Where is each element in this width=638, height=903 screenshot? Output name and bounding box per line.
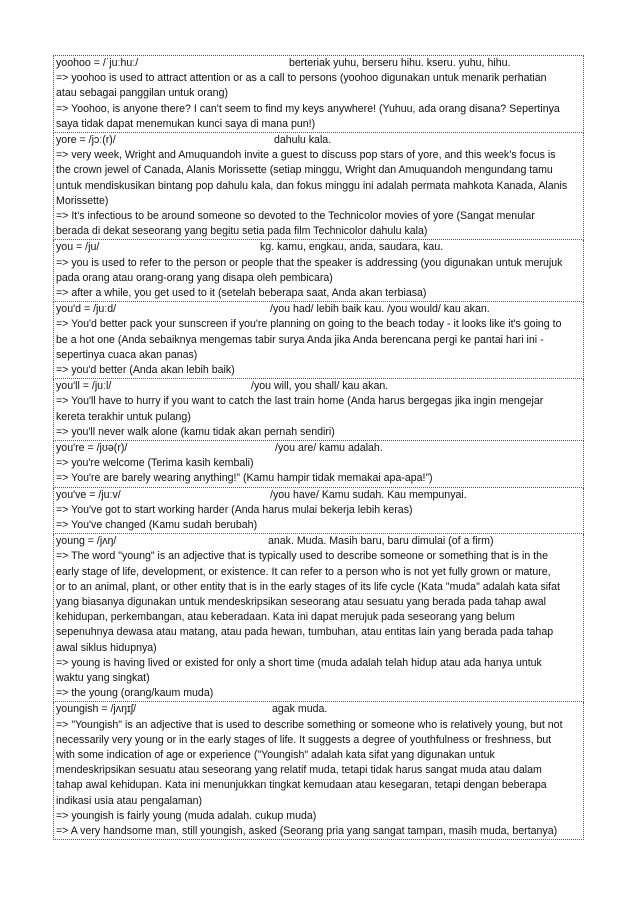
entry-meaning: /you had/ lebih baik kau. /you would/ kau akan.	[270, 303, 490, 316]
entry-line: saya tidak dapat menemukan kunci saya di mana pun!)	[56, 117, 316, 130]
entry-header	[56, 488, 581, 503]
entry-line: => you're welcome (Terima kasih kembali)	[56, 457, 254, 470]
entry-line: waktu yang singkat)	[56, 672, 150, 684]
entry-line: kehidupan, perkembangan, atau keberadaan. Kata ini dapat merujuk pada seseorang yang belum	[56, 611, 515, 624]
entry-line: or to an animal, plant, or other entity that is in the early stages of its life cycle (Kata "muda" adalah kata sifat	[56, 580, 560, 593]
entry-yoohoo	[53, 55, 584, 133]
entry-line: => very week, Wright and Amuquandoh invite a guest to discuss pop stars of yore, and this week’s focus is	[56, 149, 556, 162]
entry-meaning: dahulu kala.	[274, 134, 332, 146]
entry-term: young = /jʌŋ/	[56, 535, 117, 548]
entry-line: => It's infectious to be around someone so devoted to the Technicolor movies of yore (Sangat menular	[56, 210, 535, 222]
entry-line: mendeskripsikan sesuatu atau seseorang yang relatif muda, tetapi tidak harus sangat muda atau dalam	[56, 764, 542, 777]
entry-meaning: agak muda.	[272, 703, 328, 716]
entry-term: yoohoo = /ˈjuːhuː/	[56, 57, 139, 69]
entry-meaning: berteriak yuhu, berseru hihu. kseru. yuhu, hihu.	[289, 57, 511, 69]
entry-header	[56, 302, 581, 317]
entry-header	[56, 441, 581, 456]
entry-line: => The word "young" is an adjective that is typically used to describe someone or something that is in the	[56, 550, 548, 563]
entry-term: you'd = /juːd/	[56, 303, 117, 316]
entry-header	[56, 133, 581, 148]
entry-term: you've = /juːv/	[56, 488, 121, 501]
entry-line: => you'll never walk alone (kamu tidak akan pernah sendiri)	[56, 425, 335, 438]
entry-line: awal siklus hidupnya)	[56, 641, 157, 654]
entry-line: => Yoohoo, is anyone there? I can't seem to find my keys anywhere! (Yuhuu, ada orang disana? Sepertinya	[56, 102, 560, 115]
entry-line: the crown jewel of Canada, Alanis Morissette (setiap minggu, Wright dan Amuquandoh mengundang tamu	[56, 164, 553, 177]
entry-meaning: /you will, you shall/ kau akan.	[251, 380, 389, 393]
entry-header	[56, 702, 581, 717]
entry-meaning: /you have/ Kamu sudah. Kau mempunyai.	[270, 488, 467, 501]
entry-header	[56, 56, 581, 71]
entry-line: => you'd better (Anda akan lebih baik)	[56, 364, 235, 376]
entry-header	[56, 379, 581, 394]
entry-line: => You'd better pack your sunscreen if you're planning on going to the beach today - it looks like it's going to	[56, 318, 562, 331]
entry-meaning: anak. Muda. Masih baru, baru dimulai (of a firm)	[268, 535, 494, 548]
entry-line: berada di dekat seseorang yang begitu setia pada film Technicolor dahulu kala)	[56, 225, 428, 238]
entry-line: sepenuhnya dewasa atau matang, atau pada hewan, tumbuhan, atau entitas lain yang berada pada tahap	[56, 626, 554, 639]
entry-line: => "Youngish" is an adjective that is used to describe something or someone who is relatively young, but not	[56, 718, 563, 731]
entry-line: indikasi usia atau pengalaman)	[56, 794, 203, 807]
entry-line: => you is used to refer to the person or people that the speaker is addressing (you digunakan untuk merujuk	[56, 256, 563, 269]
entry-youd	[53, 302, 584, 379]
entry-you	[53, 240, 584, 302]
entry-line: kereta terakhir untuk pulang)	[56, 410, 191, 423]
entry-line: sepertinya cuaca akan panas)	[56, 348, 198, 361]
entry-term: yore = /jɔː(r)/	[56, 134, 116, 146]
entry-line: tahap awal kehidupan. Kata ini menunjukkan tingkat kemudaan atau kesegaran, tetapi dengan beberapa	[56, 779, 547, 792]
entry-youve	[53, 488, 584, 535]
dictionary-document	[53, 55, 584, 840]
entry-line: => You'll have to hurry if you want to catch the last train home (Anda harus bergegas jika ingin mengejar	[56, 395, 544, 408]
entry-header	[56, 240, 581, 255]
entry-yore	[53, 133, 584, 240]
entry-line: => A very handsome man, still youngish, asked (Seorang pria yang sangat tampan, masih muda, bertanya)	[56, 825, 558, 838]
entry-line: => young is having lived or existed for only a short time (muda adalah telah hidup atau ada hanya untuk	[56, 656, 542, 669]
entry-young	[53, 534, 584, 702]
entry-line: => after a while, you get used to it (setelah beberapa saat, Anda akan terbiasa)	[56, 287, 427, 299]
entry-line: => youngish is fairly young (muda adalah. cukup muda)	[56, 809, 317, 822]
entry-term: you'll = /juːl/	[56, 380, 112, 393]
entry-line: yang biasanya digunakan untuk mendeskripsikan seseorang atau sesuatu yang berada pada tahap awal	[56, 595, 547, 608]
entry-term: you're = /jʊə(r)/	[56, 442, 128, 454]
entry-line: Morissette)	[56, 194, 109, 207]
entry-youre	[53, 441, 584, 488]
entry-line: necessarily very young or in the early stages of life. It suggests a degree of youthfulness or freshness, but	[56, 733, 552, 746]
entry-meaning: kg. kamu, engkau, anda, saudara, kau.	[260, 241, 444, 254]
entry-header	[56, 534, 581, 549]
entry-term: youngish = /jʌŋɪʃ/	[56, 703, 137, 716]
entry-line: be a hot one (Anda sebaiknya mengemas tabir surya Anda jika Anda berencana pergi ke pantai hari ini -	[56, 333, 544, 346]
entry-line: => You're are barely wearing anything!” (Kamu hampir tidak memakai apa-apa!”)	[56, 472, 433, 485]
entry-youngish	[53, 702, 584, 840]
entry-line: => yoohoo is used to attract attention or as a call to persons (yoohoo digunakan untuk menarik perhatian	[56, 72, 547, 85]
entry-line: early stage of life, development, or existence. It can refer to a person who is not yet fully grown or mature,	[56, 565, 551, 578]
entry-line: => the young (orang/kaum muda)	[56, 687, 214, 700]
entry-line: => You've got to start working harder (Anda harus mulai bekerja lebih keras)	[56, 503, 413, 516]
entry-line: pada orang atau orang-orang yang disapa oleh pembicara)	[56, 271, 333, 284]
entry-line: with some indication of age or experience ("Youngish" adalah kata sifat yang digunakan untuk	[56, 749, 495, 761]
entry-line: => You've changed (Kamu sudah berubah)	[56, 518, 258, 531]
entry-line: untuk mendiskusikan bintang pop dahulu kala, dan fokus minggu ini adalah permata mahkota Kanada, Alanis	[56, 179, 568, 192]
entry-youll	[53, 379, 584, 441]
entry-term: you = /ju/	[56, 241, 100, 254]
entry-meaning: /you are/ kamu adalah.	[275, 442, 383, 454]
entry-line: atau sebagai panggilan untuk orang)	[56, 87, 228, 100]
